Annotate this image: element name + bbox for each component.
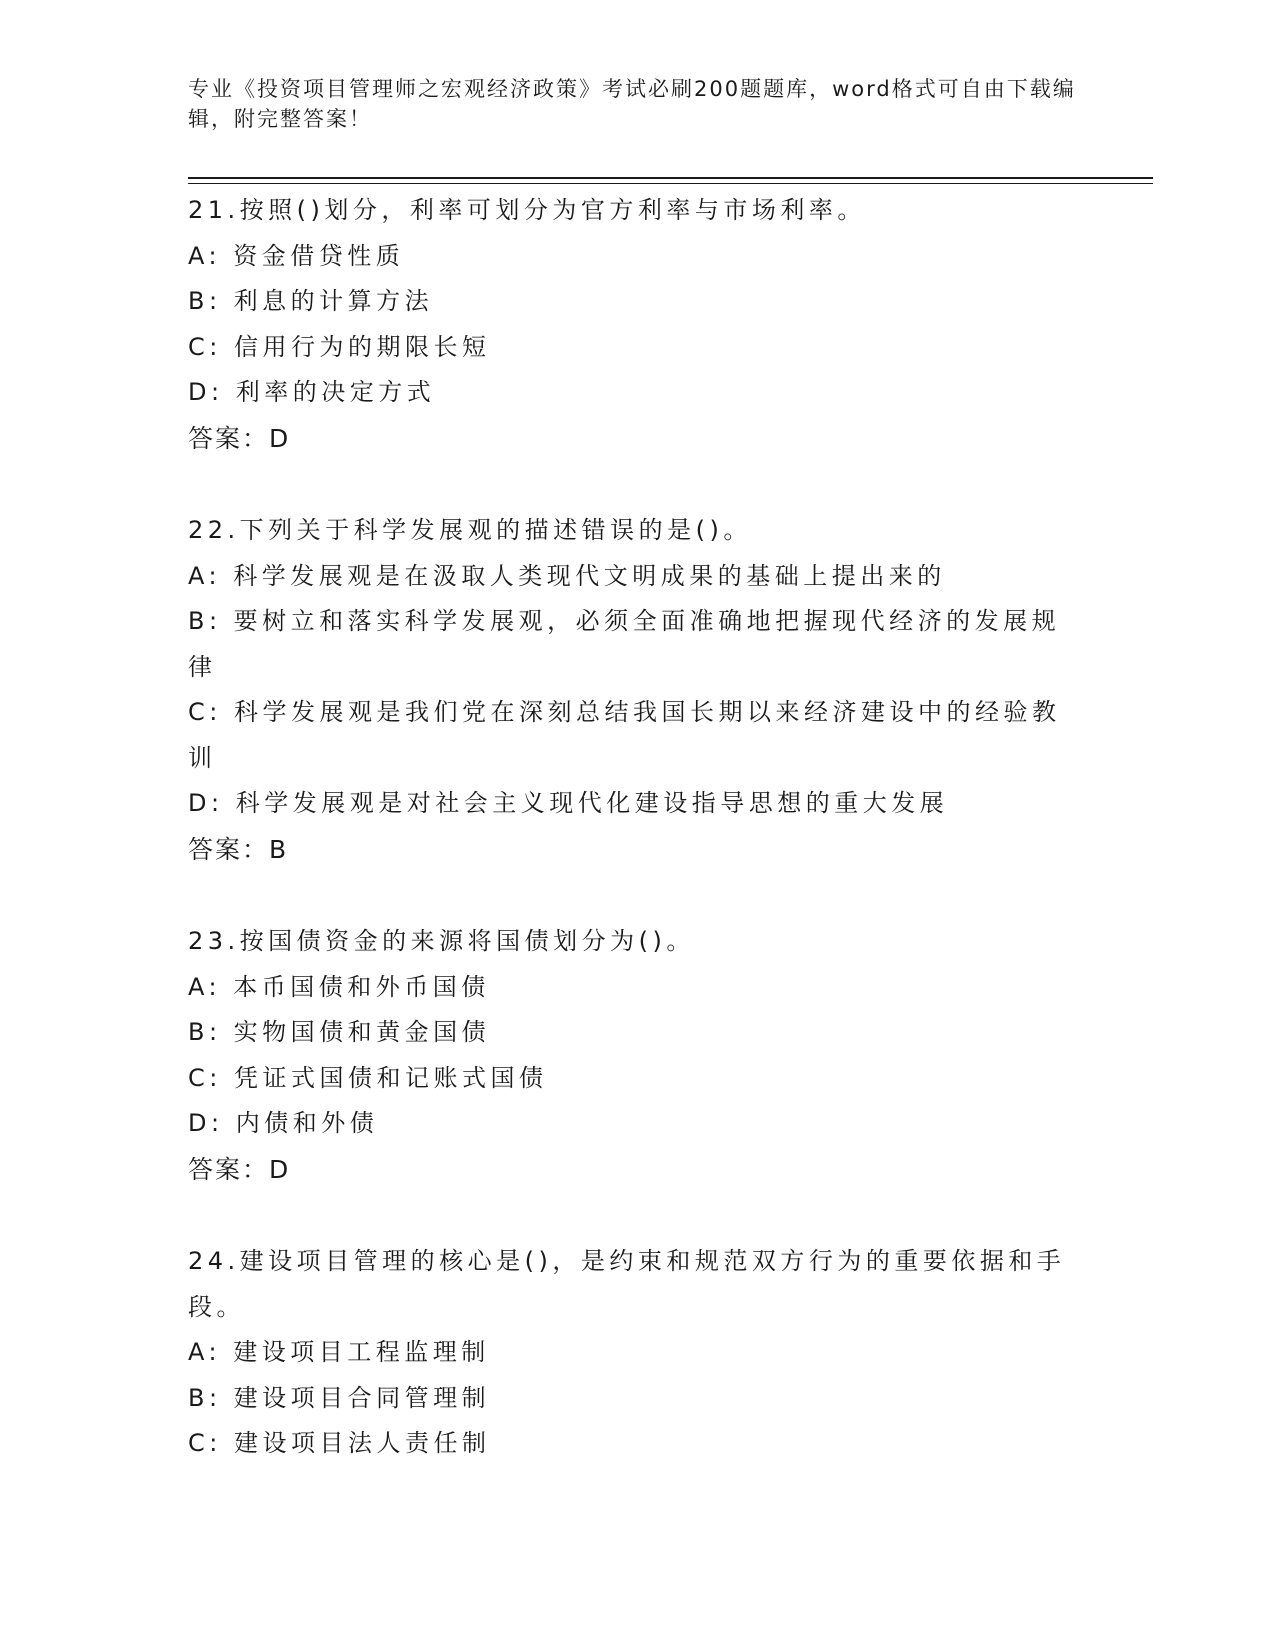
option-d: D: 内债和外债 (188, 1109, 379, 1137)
question-22 (188, 508, 1088, 872)
question-stem: 24.建设项目管理的核心是()，是约束和规范双方行为的重要依据和手段。 (188, 1247, 1066, 1321)
question-stem: 22.下列关于科学发展观的描述错误的是()。 (188, 516, 752, 544)
question-stem: 21.按照()划分，利率可划分为官方利率与市场利率。 (188, 196, 866, 224)
question-list (188, 188, 1088, 1514)
option-b: B: 建设项目合同管理制 (188, 1383, 491, 1412)
option-d: D: 科学发展观是对社会主义现代化建设指导思想的重大发展 (188, 789, 949, 817)
option-b: B: 利息的计算方法 (188, 287, 434, 315)
answer-line: 答案：D (188, 1154, 291, 1184)
header-divider-thin (188, 183, 1153, 184)
option-a: A: 资金借贷性质 (188, 241, 405, 270)
option-c: C: 凭证式国债和记账式国债 (188, 1063, 548, 1092)
question-21 (188, 188, 1088, 461)
option-a: A: 本币国债和外币国债 (188, 972, 490, 1001)
option-c: C: 信用行为的期限长短 (188, 332, 491, 361)
question-24 (188, 1239, 1088, 1467)
option-a: A: 建设项目工程监理制 (188, 1338, 490, 1366)
option-d: D: 利率的决定方式 (188, 378, 436, 406)
option-c: C: 科学发展观是我们党在深刻总结我国长期以来经济建设中的经验教训 (188, 698, 1061, 772)
option-b: B: 要树立和落实科学发展观，必须全面准确地把握现代经济的发展规律 (188, 607, 1061, 681)
question-stem: 23.按国债资金的来源将国债划分为()。 (188, 927, 695, 955)
option-a: A: 科学发展观是在汲取人类现代文明成果的基础上提出来的 (188, 561, 946, 590)
header-divider-thick (188, 177, 1153, 179)
question-23 (188, 919, 1088, 1192)
answer-line: 答案：D (188, 423, 291, 453)
option-c: C: 建设项目法人责任制 (188, 1429, 491, 1457)
answer-line: 答案：B (188, 834, 289, 864)
document-header: 专业《投资项目管理师之宏观经济政策》考试必刷200题题库，word格式可自由下载编辑，附完整答案！ (188, 77, 1076, 131)
option-b: B: 实物国债和黄金国债 (188, 1018, 491, 1046)
